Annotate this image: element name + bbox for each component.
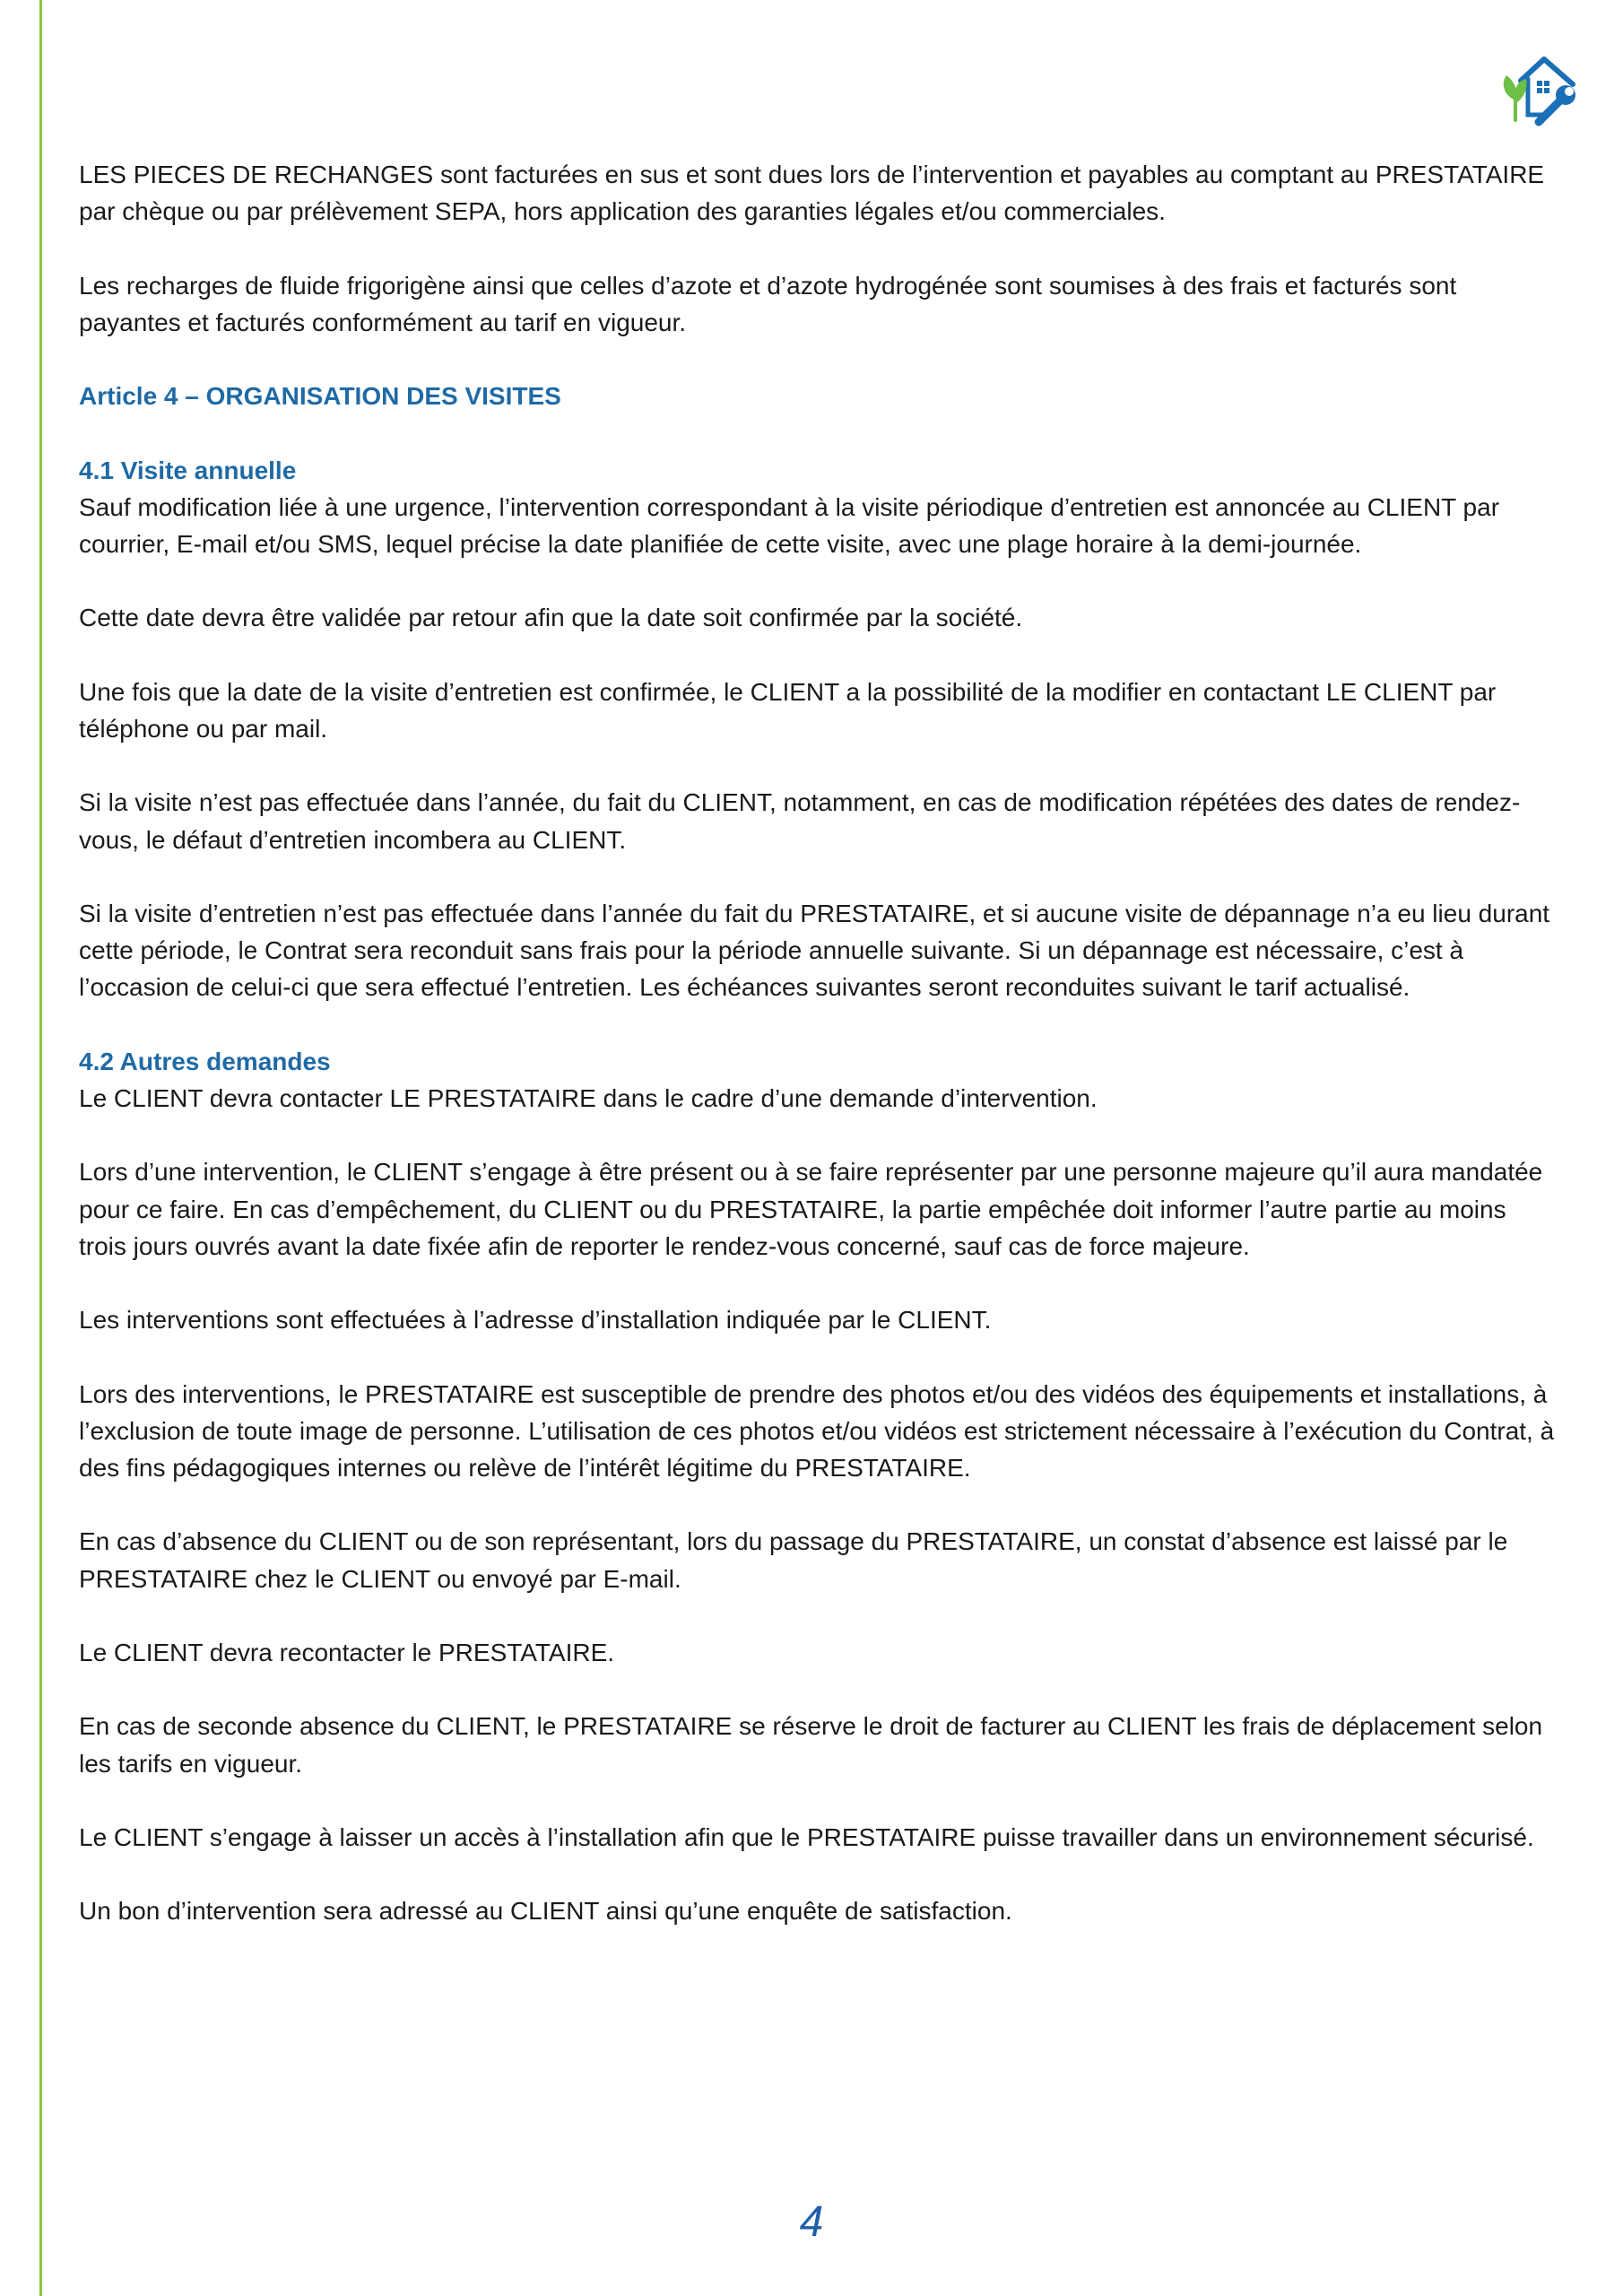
section-4-2-paragraph: Lors des interventions, le PRESTATAIRE est susceptible de prendre des photos et/ou des vidéos des équipements et installations, à l’exclusion de toute image de personne. L’utilisation de ces photos et/ou vidéos est strictement nécessaire à l’exécution du Contrat, à des fins pédagogiques internes ou relève de l’intérêt légitime du PRESTATAIRE. <box>79 1379 1555 1482</box>
section-4-1-paragraph: Si la visite d’entretien n’est pas effectuée dans l’année du fait du PRESTATAIRE, et si aucune visite de dépannage n’a eu lieu durant cette période, le Contrat sera reconduit sans frais pour la période annuelle suivante. Si un dépannage est nécessaire, c’est à l’occasion de celui-ci que sera effectué l’entretien. Les échéances suivantes seront reconduites suivant le tarif actualisé. <box>79 899 1550 1002</box>
section-4-1-paragraph: Une fois que la date de la visite d’entretien est confirmée, le CLIENT a la possibilité de la modifier en contactant LE CLIENT par téléphone ou par mail. <box>79 677 1497 743</box>
section-4-1-heading: 4.1 Visite annuelle <box>79 456 297 484</box>
section-4-2-paragraph: En cas d’absence du CLIENT ou de son représentant, lors du passage du PRESTATAIRE, un constat d’absence est laissé par le PRESTATAIRE chez le CLIENT ou envoyé par E-mail. <box>79 1527 1508 1593</box>
section-4-2-heading: 4.2 Autres demandes <box>79 1047 331 1075</box>
section-4-2-paragraph: Les interventions sont effectuées à l’adresse d’installation indiquée par le CLIENT. <box>79 1306 992 1335</box>
paragraph-pieces-rechange: LES PIECES DE RECHANGES sont facturées en sus et sont dues lors de l’intervention et payables au comptant au PRESTATAIRE par chèque ou par prélèvement SEPA, hors application des garanties légales et/ou commerciales. <box>79 161 1545 226</box>
section-4-2-paragraph: Le CLIENT devra contacter LE PRESTATAIRE dans le cadre d’une demande d’intervention. <box>79 1083 1098 1112</box>
section-4-2-paragraph: Le CLIENT s’engage à laisser un accès à l’installation afin que le PRESTATAIRE puisse travailler dans un environnement sécurisé. <box>79 1822 1534 1851</box>
article-4-title: Article 4 – ORGANISATION DES VISITES <box>79 382 561 411</box>
section-4-2-paragraph: Lors d’une intervention, le CLIENT s’engage à être présent ou à se faire représenter par une personne majeure qu’il aura mandatée pour ce faire. En cas d’empêchement, du CLIENT ou du PRESTATAIRE, la partie empêchée doit informer l’autre partie au moins trois jours ouvrés avant la date fixée afin de reporter le rendez-vous concerné, sauf cas de force majeure. <box>79 1158 1543 1260</box>
page-margin-rule <box>39 0 42 2296</box>
section-4-2-paragraph: Un bon d’intervention sera adressé au CLIENT ainsi qu’une enquête de satisfaction. <box>79 1897 1012 1926</box>
section-4-2-paragraph: En cas de seconde absence du CLIENT, le PRESTATAIRE se réserve le droit de facturer au CLIENT les frais de déplacement selon les tarifs en vigueur. <box>79 1712 1543 1778</box>
section-4-1-paragraph: Sauf modification liée à une urgence, l’intervention correspondant à la visite périodique d’entretien est annoncée au CLIENT par courrier, E-mail et/ou SMS, lequel précise la date planifiée de cette visite, avec une plage horaire à la demi-journée. <box>79 492 1500 558</box>
house-leaf-wrench-logo-icon <box>1494 48 1580 127</box>
document-body <box>79 156 1560 1967</box>
section-4-1-paragraph: Cette date devra être validée par retour afin que la date soit confirmée par la société. <box>79 604 1023 632</box>
section-4-1-paragraph: Si la visite n’est pas effectuée dans l’année, du fait du CLIENT, notamment, en cas de modification répétées des dates de rendez-vous, le défaut d’entretien incombera au CLIENT. <box>79 788 1521 854</box>
section-4-2-paragraph: Le CLIENT devra recontacter le PRESTATAIRE. <box>79 1638 615 1666</box>
page-number: 4 <box>799 2198 824 2246</box>
paragraph-recharges-fluide: Les recharges de fluide frigorigène ainsi que celles d’azote et d’azote hydrogénée sont soumises à des frais et facturés sont payantes et facturés conformément au tarif en vigueur. <box>79 271 1457 336</box>
